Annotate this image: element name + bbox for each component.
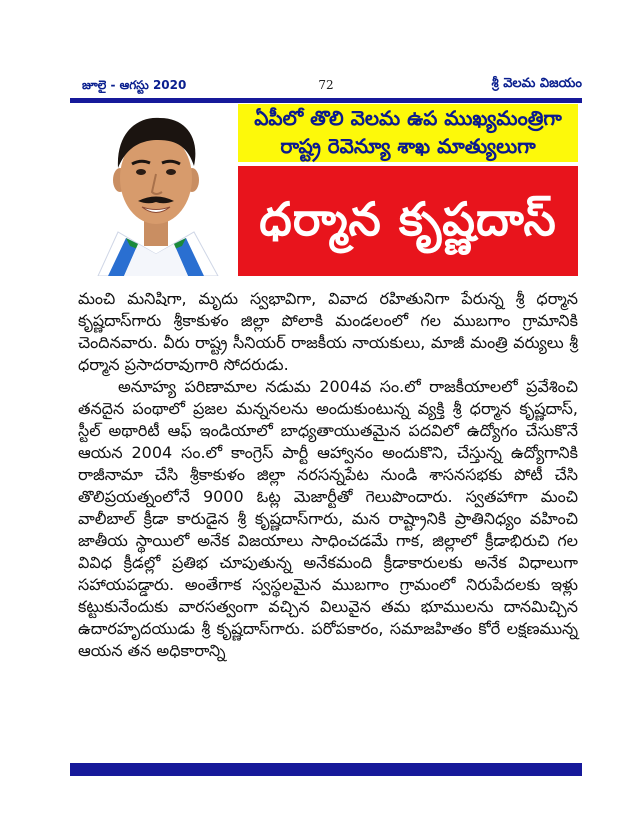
headline-line-2: రాష్ట్ర రెవెన్యూ శాఖ మాత్యులుగా — [280, 134, 536, 158]
article-paragraph: మంచి మనిషిగా, మృదు స్వభావిగా, వివాద రహితునిగా పేరున్న శ్రీ ధర్మాన కృష్ణదాస్‌గారు శ్రీకాకుళం జిల్లా పోలాకి మండలంలో గల ముబగాం గ్రామానికి చెందినవారు. వీరు రాష్ట్ర సీనియర్ రాజకీయ నాయకులు, మాజీ మంత్రి వర్యులు శ్రీ ధర్మాన ప్రసాదరావుగారి సోదరుడు. — [78, 289, 578, 374]
portrait-photo — [78, 104, 234, 276]
footer-rule — [70, 763, 582, 776]
headline-banner — [238, 104, 578, 162]
portrait-image — [78, 104, 234, 276]
issue-date: జూలై - ఆగస్టు 2020 — [82, 78, 187, 92]
article-paragraph: అనూహ్య పరిణామాల నడుమ 2004వ సం.లో రాజకీయాలలో ప్రవేశించి తనదైన పంథాలో ప్రజల మన్ననలను అందుకుంటున్న వ్యక్తి శ్రీ ధర్మాన కృష్ణదాస్, స్టీల్ అథారిటీ ఆఫ్ ఇండియాలో బాధ్యతాయుతమైన పదవిలో ఉద్యోగం చేసుకొనే ఆయన 2004 సం.లో కాంగ్రెస్ పార్టీ ఆహ్వానం అందుకొని, చేస్తున్న ఉద్యోగానికి రాజీనామా చేసి శ్రీకాకుళం జిల్లా నరసన్నపేట నుండి శాసనసభకు పోటీ చేసి తొలిప్రయత్నంలోనే 9000 ఓట్ల మెజార్టీతో గెలుపొందారు. స్వతహాగా మంచి వాలీబాల్ క్రీడా కారుడైన శ్రీ కృష్ణదాస్‌గారు, మన రాష్ట్రానికి ప్రాతినిధ్యం వహించి జాతీయ స్థాయిలో అనేక విజయాలు సాధించడమే గాక, జిల్లాలో క్రీడాభిరుచి గల వివిధ క్రీడల్లో ప్రతిభ చూపుతున్న అనేకమంది క్రీడాకారులకు అనేక విధాలుగా సహాయపడ్డారు. అంతేగాక స్వస్థలమైన ముబగాం గ్రామంలో నిరుపేదలకు ఇళ్లు కట్టుకునేందుకు వారసత్వంగా వచ్చిన విలువైన తమ భూములను దానమిచ్చిన ఉదారహృదయుడు శ్రీ కృష్ణదాస్‌గారు. పరోపకారం, సమాజహితం కోరే లక్షణమున్న ఆయన తన అధికారాన్ని — [78, 377, 578, 660]
page-header — [70, 78, 582, 96]
article-body — [78, 288, 578, 662]
name-banner — [238, 166, 578, 276]
page-number: 72 — [318, 78, 334, 92]
header-rule — [70, 98, 582, 103]
person-name: ధర్మాన కృష్ణదాస్ — [259, 192, 557, 246]
headline-line-1: ఏపీలో తొలి వెలమ ఉప ముఖ్యమంత్రిగా — [254, 106, 562, 130]
magazine-name: శ్రీ వెలమ విజయం — [491, 76, 582, 91]
